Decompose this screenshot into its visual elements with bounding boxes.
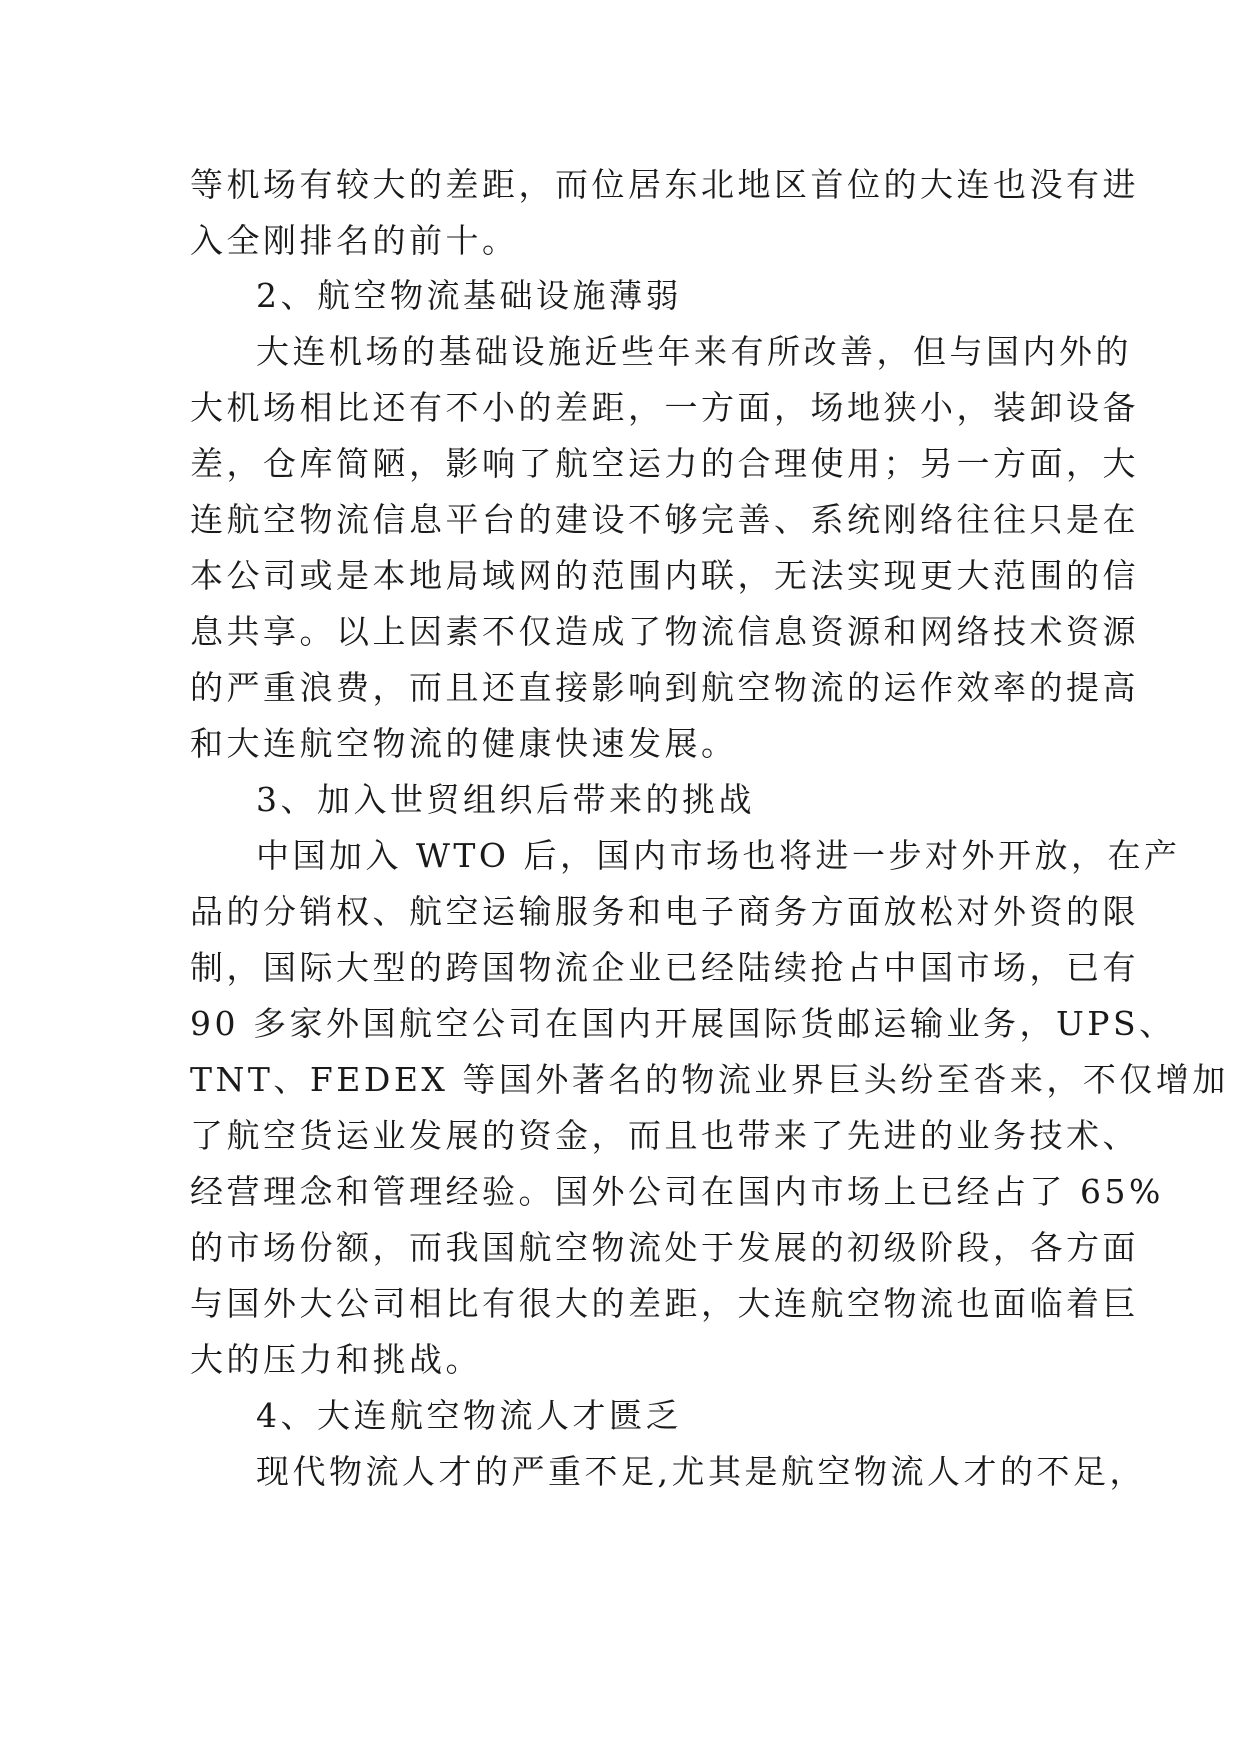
- section-heading: 3、加入世贸组织后带来的挑战: [256, 780, 755, 819]
- text-line: 品的分销权、航空运输服务和电子商务方面放松对外资的限: [190, 892, 1139, 931]
- text-line: 本公司或是本地局域网的范围内联，无法实现更大范围的信: [190, 556, 1139, 595]
- section-heading: 2、航空物流基础设施薄弱: [256, 276, 682, 315]
- text-line: 中国加入 WTO 后，国内市场也将进一步对外开放，在产: [256, 836, 1181, 875]
- text-line: 与国外大公司相比有很大的差距，大连航空物流也面临着巨: [190, 1284, 1139, 1323]
- text-line: 等机场有较大的差距，而位居东北地区首位的大连也没有进: [190, 165, 1139, 204]
- text-line: 的严重浪费，而且还直接影响到航空物流的运作效率的提高: [190, 668, 1139, 707]
- text-line: 息共享。以上因素不仅造成了物流信息资源和网络技术资源: [190, 612, 1139, 651]
- text-line: 入全刚排名的前十。: [190, 221, 519, 260]
- text-line: 90 多家外国航空公司在国内开展国际货邮运输业务，UPS、: [190, 1004, 1176, 1043]
- text-line: 差，仓库简陋，影响了航空运力的合理使用；另一方面，大: [190, 444, 1139, 483]
- text-line: 大连机场的基础设施近些年来有所改善，但与国内外的: [256, 332, 1132, 371]
- text-line: 的市场份额，而我国航空物流处于发展的初级阶段，各方面: [190, 1228, 1139, 1267]
- text-line: 和大连航空物流的健康快速发展。: [190, 724, 738, 763]
- text-line: 大机场相比还有不小的差距，一方面，场地狭小，装卸设备: [190, 388, 1139, 427]
- section-heading: 4、大连航空物流人才匮乏: [256, 1396, 682, 1435]
- text-line: 制，国际大型的跨国物流企业已经陆续抢占中国市场，已有: [190, 948, 1139, 987]
- text-line: 现代物流人才的严重不足,尤其是航空物流人才的不足，: [256, 1452, 1146, 1491]
- text-line: 连航空物流信息平台的建设不够完善、系统刚络往往只是在: [190, 500, 1139, 539]
- text-line: 大的压力和挑战。: [190, 1340, 482, 1379]
- text-line: 了航空货运业发展的资金，而且也带来了先进的业务技术、: [190, 1116, 1139, 1155]
- text-line: 经营理念和管理经验。国外公司在国内市场上已经占了 65%: [190, 1172, 1164, 1211]
- text-line: TNT、FEDEX 等国外著名的物流业界巨头纷至沓来，不仅增加: [190, 1060, 1229, 1099]
